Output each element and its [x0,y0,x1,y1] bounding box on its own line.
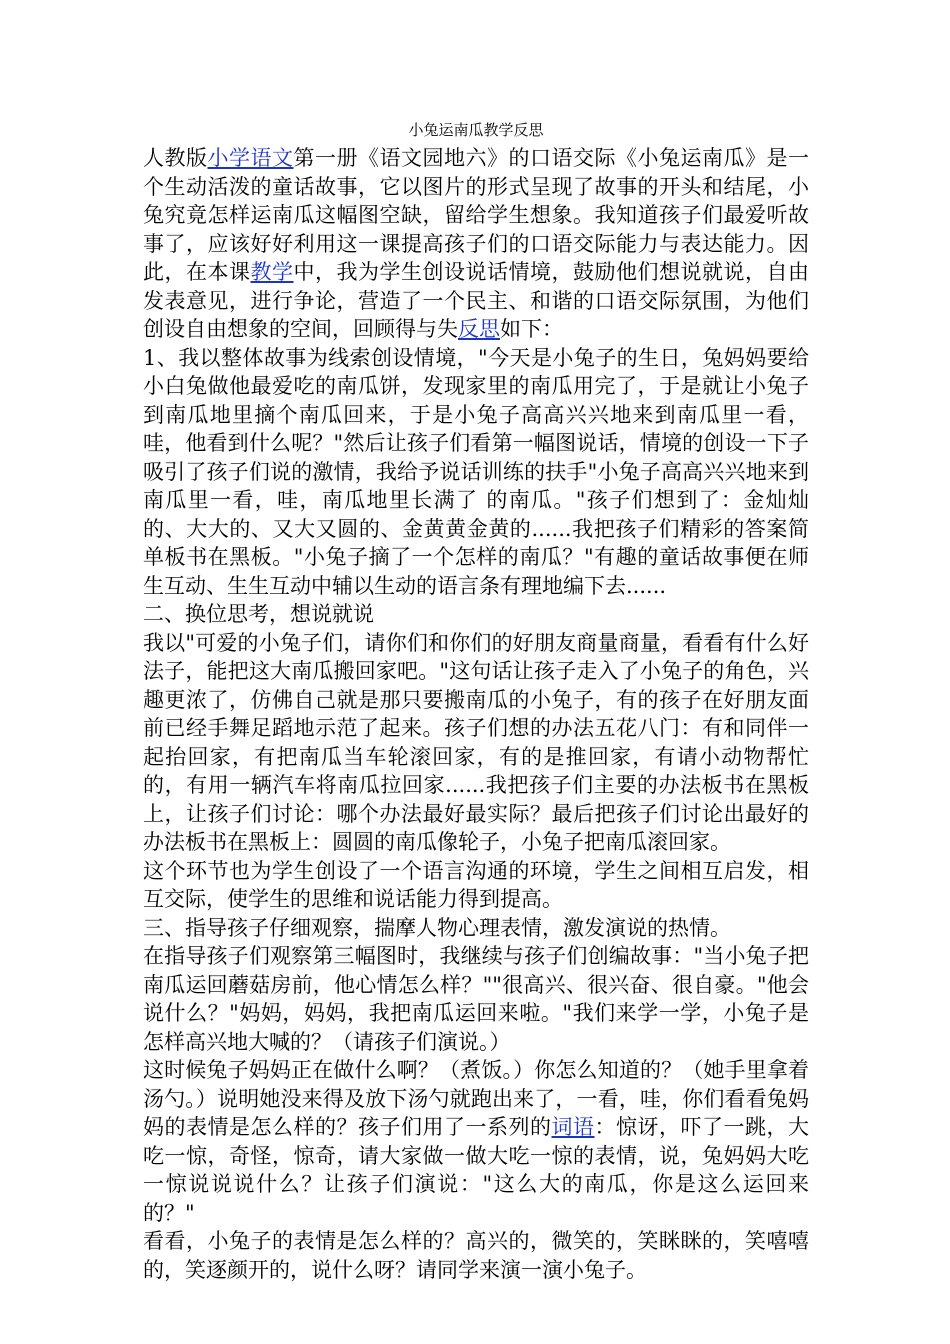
mother-text-1: 这时候兔子妈妈正在做什么啊？（煮饭。）你怎么知道的？（她手里拿着汤勺。）说明她没来得及放下汤勺就跑出来了，一看，哇，你们看看兔妈妈的表情是怎么样的？孩子们用了一系列的 [143,1058,809,1139]
intro-text-2: 第一册《语文园地六》的口语交际《小兔运南瓜》是一个生动活泼的童话故事，它以图片的形式呈现了故事的开头和结尾，小兔究竟怎样运南瓜这幅图空缺，留给学生想象。我知道孩子们最爱听故事了，应该好好利用这一课提高孩子们的口语交际能力与表达能力。因此，在本课 [143,146,809,284]
link-words[interactable]: 词语 [551,1115,595,1139]
intro-text-4: 如下： [500,317,563,341]
paragraph-section-1: 1、我以整体故事为线索创设情境，"今天是小兔子的生日，兔妈妈要给小白兔做他最爱吃的南瓜饼，发现家里的南瓜用完了，于是就让小兔子到南瓜地里摘个南瓜回来，于是小兔子高高兴兴地来到南瓜里一看，哇，他看到什么呢？"然后让孩子们看第一幅图说话，情境的创设一下子吸引了孩子们说的激情，我给予说话训练的扶手"小兔子高高兴兴地来到南瓜里一看，哇，南瓜地里长满了 的南瓜。"孩子们想到了：金灿灿的、大大的、又大又圆的、金黄黄金黄的......我把孩子们精彩的答案简单板书在黑板。"小兔子摘了一个怎样的南瓜？"有趣的童话故事便在师生互动、生生互动中辅以生动的语言条有理地编下去...... [143,345,809,598]
paragraph-section-3-mother [143,1056,809,1227]
section-heading-2: 二、换位思考，想说就说 [143,602,374,626]
intro-text-3: 中，我为学生创设说话情境，鼓励他们想说就说，自由发表意见，进行争论，营造了一个民主、和谐的口语交际氛围，为他们创设自由想象的空间，回顾得与失 [143,260,809,341]
document-page [143,120,809,1284]
paragraph-section-3-rabbit: 看看，小兔子的表情是怎么样的？高兴的，微笑的，笑眯眯的，笑嘻嘻的，笑逐颜开的，说什么呀？请同学来演一演小兔子。 [143,1229,809,1282]
paragraph-intro [143,144,809,344]
paragraph-section-3: 在指导孩子们观察第三幅图时，我继续与孩子们创编故事："当小兔子把南瓜运回蘑菇房前，他心情怎么样？""很高兴、很兴奋、很自豪。"他会说什么？"妈妈，妈妈，我把南瓜运回来啦。"我们来学一学，小兔子是怎样高兴地大喊的？（请孩子们演说。） [143,944,809,1054]
section-heading-3: 三、指导孩子仔细观察，揣摩人物心理表情，激发演说的热情。 [143,915,731,940]
intro-text-1: 人教版 [143,146,208,170]
link-teaching[interactable]: 教学 [250,260,294,284]
paragraph-section-2-summary: 这个环节也为学生创设了一个语言沟通的环境，学生之间相互启发，相互交际，使学生的思维和说话能力得到提高。 [143,858,809,911]
document-title: 小兔运南瓜教学反思 [408,121,544,139]
paragraph-section-2: 我以"可爱的小兔子们，请你们和你们的好朋友商量商量，看看有什么好法子，能把这大南瓜搬回家吧。"这句话让孩子走入了小兔子的角色，兴趣更浓了，仿佛自己就是那只要搬南瓜的小兔子，有的孩子在好朋友面前已经手舞足蹈地示范了起来。孩子们想的办法五花八门：有和同伴一起抬回家，有把南瓜当车轮滚回家，有的是推回家，有请小动物帮忙的，有用一辆汽车将南瓜拉回家......我把孩子们主要的办法板书在黑板上，让孩子们讨论：哪个办法最好最实际？最后把孩子们讨论出最好的办法板书在黑板上：圆圆的南瓜像轮子，小兔子把南瓜滚回家。 [143,630,809,854]
link-primary-chinese[interactable]: 小学语文 [207,146,294,170]
link-reflection[interactable]: 反思 [458,317,500,341]
mother-text-2: ：惊讶，吓了一跳，大吃一惊，奇怪，惊奇，请大家做一做大吃一惊的表情，说，兔妈妈大吃一惊说说说什么？让孩子们演说："这么大的南瓜，你是这么运回来的？" [143,1115,809,1225]
